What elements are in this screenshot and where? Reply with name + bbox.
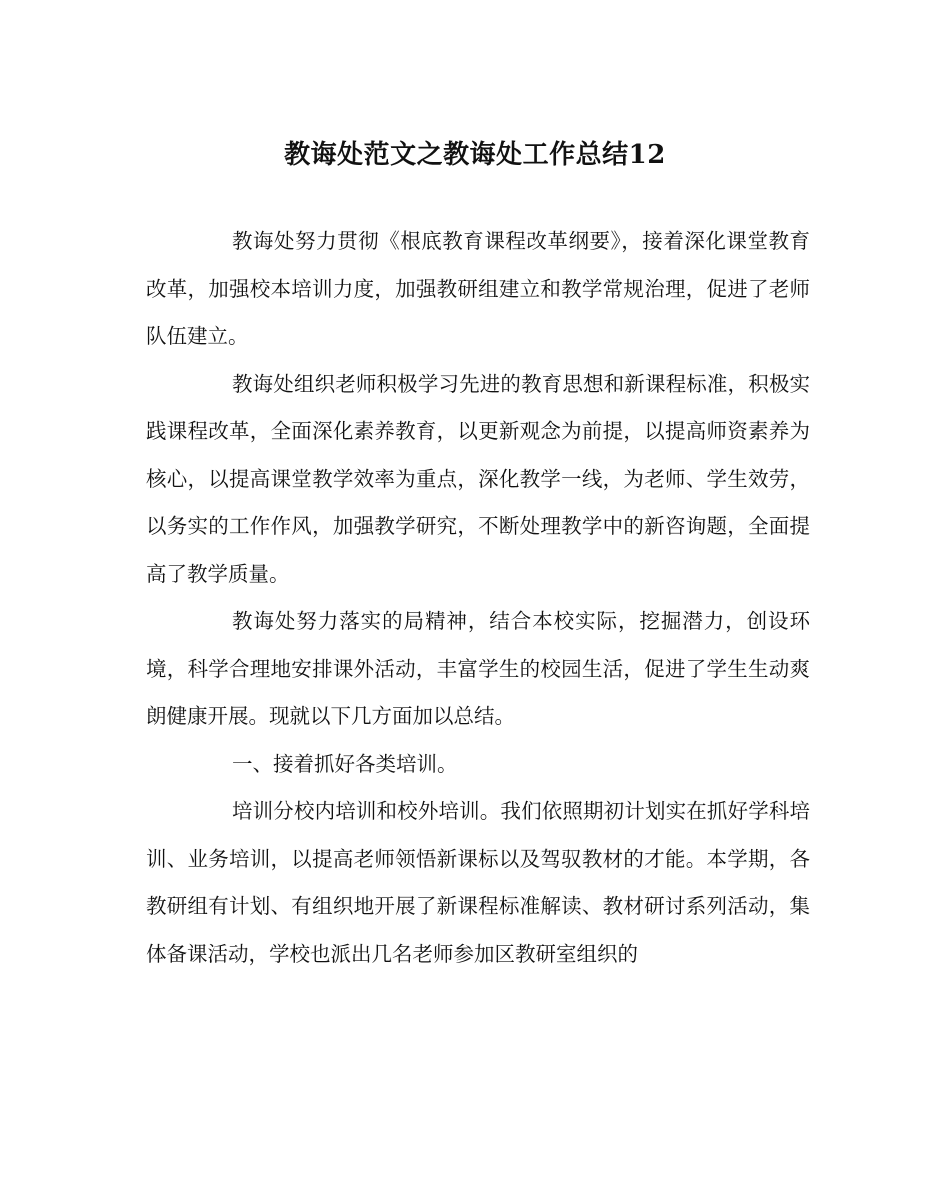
paragraph-activities: 教诲处努力落实的局精神，结合本校实际，挖掘潜力，创设环境，科学合理地安排课外活动，丰富学生的校园生活，促进了学生生动爽朗健康开展。现就以下几方面加以总结。: [146, 609, 810, 728]
document-body: [146, 218, 810, 978]
paragraph-study: 教诲处组织老师积极学习先进的教育思想和新课程标准，积极实践课程改革，全面深化素养教育，以更新观念为前提，以提高师资素养为核心，以提高课堂教学效率为重点，深化教学一线，为老师、学生效劳，以务实的工作作风，加强教学研究，不断处理教学中的新咨询题，全面提高了教学质量。: [146, 371, 810, 586]
paragraph-intro: 教诲处努力贯彻《根底教育课程改革纲要》，接着深化课堂教育改革，加强校本培训力度，加强教研组建立和教学常规治理，促进了老师队伍建立。: [146, 229, 810, 348]
paragraph-training: 培训分校内培训和校外培训。我们依照期初计划实在抓好学科培训、业务培训，以提高老师领悟新课标以及驾驭教材的才能。本学期，各教研组有计划、有组织地开展了新课程标准解读、教材研讨系列活动，集体备课活动，学校也派出几名老师参加区教研室组织的: [146, 799, 810, 966]
document-title: 教诲处范文之教诲处工作总结12: [284, 140, 666, 170]
section-heading-training: 一、接着抓好各类培训。: [232, 751, 458, 776]
